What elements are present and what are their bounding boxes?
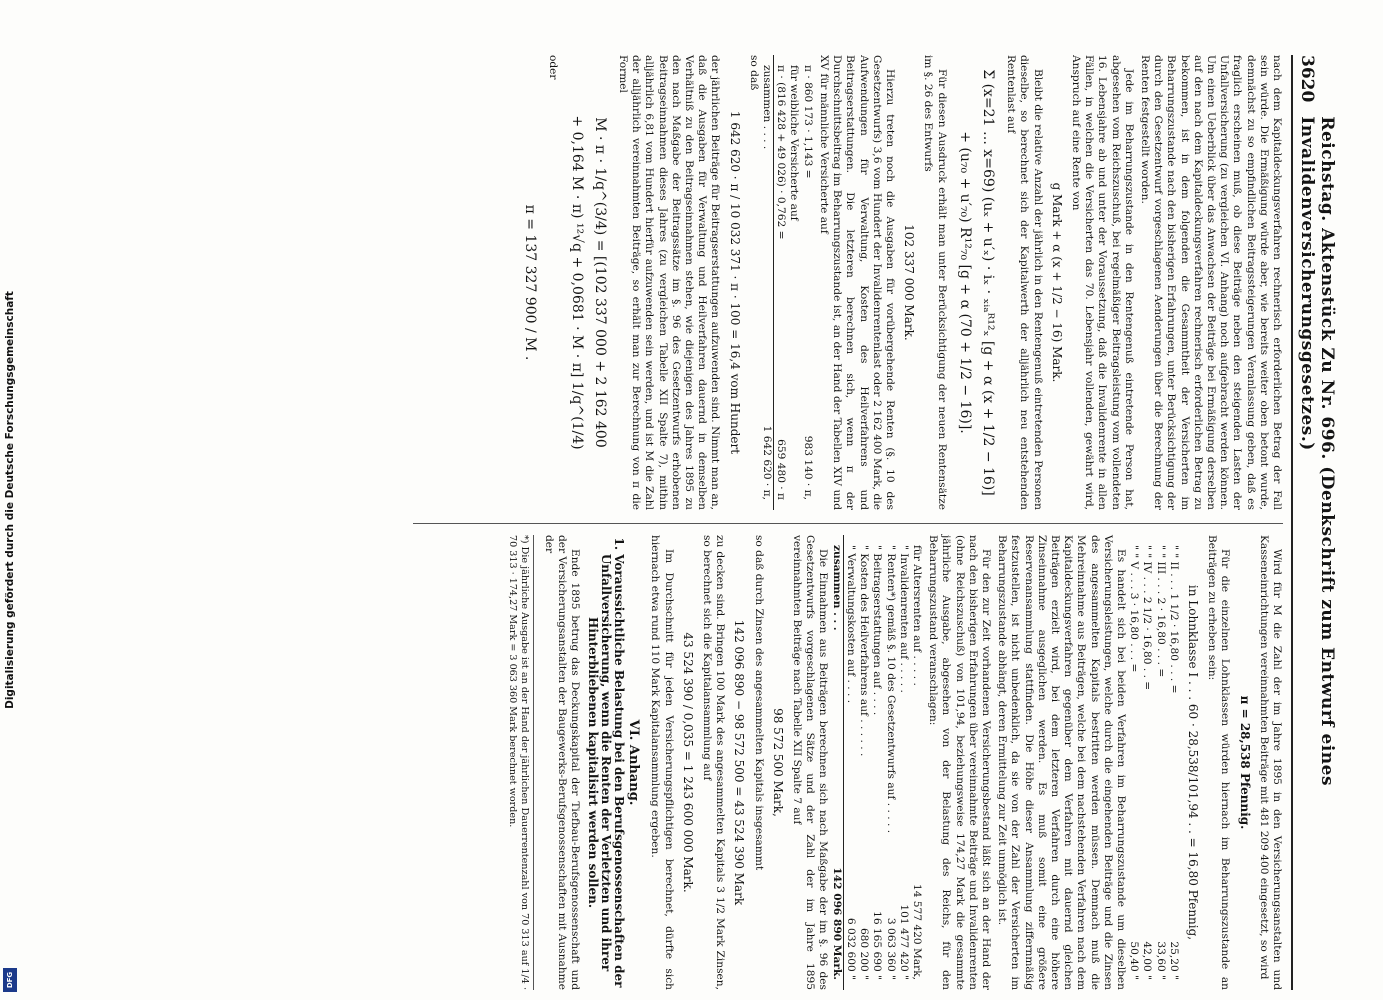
paragraph: Ende 1895 betrug das Deckungskapital der Tiefbau-Berufsgenossenschaft und der Versicherungsanstalten der Baugewerks-Berufsgenossenschaften mit Ausnahme der xyxy=(543,535,582,990)
row-label: " " II . . . 1 1/2 · 16,80 . . . = xyxy=(1167,545,1180,694)
row-label: " " V . . . 3 · 16,80 . . . = xyxy=(1128,545,1141,673)
paragraph: Bleibt die relative Anzahl der jährlich in den Rentengenuß eintretenden Personen dieselbe, so berechnet sich der Kapitalwerth der alljährlich neu entstehenden Rentenlast auf xyxy=(1005,55,1044,510)
table-row xyxy=(1167,535,1180,990)
dfg-logo-text: DFG xyxy=(6,971,14,989)
formula-sum-cont: + (u₇₀ + u′₇₀) R¹²₇₀ [g + α (70 + 1/2 − 16)]. xyxy=(956,131,973,434)
row-value: 25,20 " xyxy=(1167,941,1180,980)
row-value: 680 200 " xyxy=(858,927,871,980)
row-value: 42,00 " xyxy=(1141,941,1154,980)
formula-pi-1: M · π · 1/q^(3/4) = [(102 337 000 + 2 162 400 xyxy=(591,117,608,448)
row-value: 983 140 · π, xyxy=(801,435,814,500)
page-title: Reichstag. Aktenstück Zu Nr. 696. (Denkschrift zum Entwurf eines Invalidenversicherungsgesetzes.) xyxy=(1297,116,1337,787)
table-row xyxy=(870,535,883,990)
page-number: 3620 xyxy=(1297,55,1317,103)
table-row xyxy=(774,55,787,510)
paragraph: oder xyxy=(547,55,560,80)
paragraph: zu decken sind. Bringen 100 Mark des angesammelten Kapitals 3 1/2 Mark Zinsen, so berechnet sich die Kapitalansammlung auf xyxy=(701,535,727,990)
row-label: " Invalidenrenten auf . . . . . xyxy=(897,545,910,693)
row-label: zusammen . . . . xyxy=(761,65,774,150)
row-value: 101 477 420 " xyxy=(897,904,910,980)
paragraph: Im Durchschnitt für jeden Versicherungspflichtigen berechnet, dürfte sich hiernach etwa rund 110 Mark Kapitalansammlung ergeben. xyxy=(649,535,675,990)
formula-difference: 142 096 890 − 98 572 500 = 43 524 390 Mark xyxy=(732,619,747,906)
table-row-total xyxy=(760,55,774,510)
formula-sum: Σ (x=21 … x=69) (uₓ + u′ₓ) · iₓ · ₓᵢₐᴿ¹²ₓ [g + α (x + 1/2 − 16)] xyxy=(979,69,996,496)
row-label: π · 860 173 · 1,143 = xyxy=(801,65,814,179)
formula-income: 98 572 500 Mark, xyxy=(770,708,785,817)
table-row xyxy=(787,55,800,510)
digitization-margin-note xyxy=(0,0,20,1000)
row-label: " Beitragserstattungen auf . . . . xyxy=(871,545,884,716)
digitization-note-text: Digitalisierung gefördert durch die Deutsche Forschungsgemeinschaft xyxy=(4,291,16,709)
row-label: für weibliche Versicherte auf xyxy=(788,65,801,221)
rotated-document-page xyxy=(86,55,1337,990)
row-label: π · (816 428 + 49 026) · 0,762 = xyxy=(775,65,788,240)
column-divider xyxy=(413,523,1283,524)
formula-total: 102 337 000 Mark. xyxy=(902,224,917,341)
row-value: 16 165 690 " xyxy=(871,911,884,980)
paragraph: Für diesen Ausdruck erhält man unter Berücksichtigung der neuen Rentensätze im §. 26 des Entwurfs xyxy=(922,55,948,510)
row-label: zusammen . . . xyxy=(830,545,843,631)
table-row xyxy=(1127,535,1140,990)
table-row-total xyxy=(830,535,844,990)
paragraph: Jede im Beharrungszustande in den Rentengenuß eintretende Person hat, abgesehen vom Reichszuschuß, bei regelmäßiger Beitragsleistung vom vollendeten 16. Lebensjahre ab und unter der Voraussetzung, daß die Invalidenrente in allen Fällen, in welchen die Versicherten das 70. Lebensjahr vollenden, gewährt wird, Anspruch auf eine Rente von xyxy=(1069,55,1135,510)
row-label: " Kosten des Heilverfahrens auf . . . . . . xyxy=(858,545,871,757)
table-row xyxy=(1140,535,1153,990)
paragraph: Wird für M die Zahl der im Jahre 1895 in den Versicherungsanstalten und Kasseneinrichtungen vereinnahmten Beiträge mit 481 209 400 eingesetzt, so wird xyxy=(1257,535,1283,990)
table-row xyxy=(897,535,910,990)
row-value: 33,60 " xyxy=(1154,941,1167,980)
footnote: *) Die jährliche Ausgabe ist an der Hand der jährlichen Dauerrentenzahl von 70 313 auf 1/4 · 70 313 · 174,27 Mark = 3 063 360 Mark berechnet worden. xyxy=(507,535,534,990)
formula-pi-value: π = 28,538 Pfennig. xyxy=(1237,695,1252,830)
row-label: " " III . . . 2 · 16,80 . . . = xyxy=(1154,545,1167,678)
formula-pi-2: + 0,164 M · π) ¹²√q + 0,0681 · M · π] 1/q^(1/4) xyxy=(568,115,585,450)
paragraph: Die Einnahmen aus Beiträgen berechnen sich nach Maßgabe der im §. 96 des Gesetzentwurfs vorgeschlagenen Sätze und der Zahl der im Jahre 1895 vereinnahmten Beiträge nach Tabelle XII Spalte 7 auf xyxy=(791,535,830,990)
paragraph: so daß xyxy=(747,55,760,91)
class-table xyxy=(1127,535,1180,990)
section-subheading: 1. Voraussichtliche Belastung bei den Berufsgenossenschaften der Unfallversicherung, wenn die Renten der Verletzten und ihrer Hinterbliebenen kapitalisirt werden sollen. xyxy=(585,537,627,988)
calculation-table xyxy=(760,55,814,510)
formula-percentage: 1 642 620 · π / 10 032 371 · π · 100 = 16,4 vom Hundert xyxy=(727,110,742,455)
table-row xyxy=(910,535,923,990)
row-value: 3 063 360 " xyxy=(884,917,897,980)
row-value: 142 096 890 Mark. xyxy=(830,867,843,980)
formula-pi-result: π = 137 327 900 / M . xyxy=(522,204,539,361)
paragraph: Es handelt sich bei beiden Verfahren im Beharrungszustande um dieselben Versicherungsleistungen, welche durch die eingehenden Beiträge und die Zinsen des angesammelten Kapitals bestritten werden müssen. Demnach muß die Mehreinnahme aus Beiträgen, welche bei dem nachstehenden Verfahren nach dem Kapitaldeckungsverfahren gegenüber dem Verfahren mit dauernd gleichen Beiträgen erzielt wird, bei dem letzteren Verfahren durch eine höhere Zinseinnahme ausgeglichen werden. Es muß somit eine größere Reservenansammlung stattfinden. Die Höhe dieser Ansammlung ziffernmäßig festzustellen, ist nicht unbedenklich, da sie von der Zahl der Versicherten im Beharrungszustande abhängt, deren Ermittelung zur Zeit unmöglich ist. xyxy=(996,535,1127,990)
paragraph: nach dem Kapitaldeckungsverfahren rechnerisch erforderlichen Betrag der Fall sein würde. Die Ermäßigung würde aber, wie bereits weiter oben betont wurde, demnächst zu so empfindlichen Beitragssteigerungen Veranlassung geben, daß es fraglich erscheinen muß, ob diese Beiträge neben den steigenden Lasten der Unfallversicherung (zu vergleichen VI. Anhang) noch aufgebracht werden können. Um einen Ueberblick über das Anwachsen der Beiträge bei Ermäßigung derselben auf den nach dem Kapitaldeckungsverfahren rechnerisch erforderlichen Betrag zu bekommen, ist in dem folgenden die Gesammtheit der Versicherten im Beharrungszustande nach den bisherigen Erfahrungen, unter Berücksichtigung der durch den Gesetzentwurf vorgeschlagenen Aenderungen über die Berechnung der Renten festgestellt worden. xyxy=(1138,55,1283,510)
table-row xyxy=(801,55,814,510)
row-label: " " IV . . . 2 1/2 · 16,80 . . = xyxy=(1141,545,1154,691)
row-label: für Altersrenten auf . . . . . xyxy=(910,545,923,686)
left-column xyxy=(513,55,1283,510)
section-heading: VI. Anhang. xyxy=(626,719,642,806)
table-row xyxy=(1153,535,1166,990)
row-label: " Renten*) gemäß §. 10 des Gesetzentwurfs auf . . . . . xyxy=(884,545,897,834)
paragraph: der jährlichen Beiträge für Beitragserstattungen aufzuwenden sind. Nimmt man an, daß die Ausgaben für Verwaltung und Heilverfahren dauernd in demselben Verhältniß zu den Beitragseinnahmen stehen, wie diejenigen des Jahres 1895 zu den nach Maßgabe der Beitragssätze im §. 96 des Gesetzentwurfs erhobenen Beitragseinnahmen dieses Jahres (zu vergleichen Tabelle XII Spalte 7), mithin alljährlich 6,81 vom Hundert hierfür aufzuwenden sein werden, und ist M die Zahl der alljährlich vereinnahmten Beiträge, so erhält man zur Berechnung von π die Formel xyxy=(617,55,722,510)
dfg-logo xyxy=(3,968,17,992)
paragraph: so daß durch Zinsen des angesammelten Kapitals insgesammt xyxy=(752,535,765,871)
paragraph: Hierzu treten noch die Ausgaben für vorübergehende Renten (§. 10 des Gesetzentwurfs) 3,6 vom Hundert der Invalidenrentenlast oder 2 162 400 Mark, die Aufwendungen für Verwaltung, Kosten des Heilverfahrens und Beitragserstattungen. Die letzteren berechnen sich, wenn π der Durchschnittsbeitrag im Beharrungszustande ist, an der Hand der Tabellen XIV und XV für männliche Versicherte auf xyxy=(817,55,896,510)
paragraph: Für den zur Zeit vorhandenen Versicherungsbestand läßt sich an der Hand der nach den bisherigen Erfahrungen über vereinnahmte Beiträge und Invalidenrenten (ohne Reichszuschuß) von 101,94, beziehungsweise 174,27 Mark die gesammte jährliche Ausgabe, abgesehen von der Belastung des Reichs, für den Beharrungszustand veranschlagen: xyxy=(927,535,992,990)
formula-capital: 43 524 390 / 0,035 = 1 243 600 000 Mark. xyxy=(680,632,695,893)
row-value: 6 032 600 " xyxy=(844,917,857,980)
row-value: 1 642 620 · π, xyxy=(761,425,774,500)
page-header xyxy=(1291,55,1337,990)
table-row xyxy=(883,535,896,990)
row-label: " Verwaltungskosten auf . . . . xyxy=(844,545,857,704)
row-value: 14 577 420 Mark, xyxy=(910,883,923,980)
expense-table xyxy=(830,535,923,990)
row-value: 659 480 · π xyxy=(775,439,788,500)
right-column xyxy=(507,535,1283,990)
table-row xyxy=(857,535,870,990)
paragraph: Für die einzelnen Lohnklassen würden hiernach im Beharrungszustande an Beiträgen zu erheben sein: xyxy=(1206,535,1232,990)
formula-rent: g Mark + α (x + 1/2 − 16) Mark. xyxy=(1049,182,1064,383)
row-value: 50,40 " xyxy=(1128,941,1141,980)
table-row xyxy=(844,535,857,990)
formula-class-1: in Lohnklasse I . . . 60 · 28,538/101,94 . . = 16,80 Pfennig, xyxy=(1185,584,1200,941)
